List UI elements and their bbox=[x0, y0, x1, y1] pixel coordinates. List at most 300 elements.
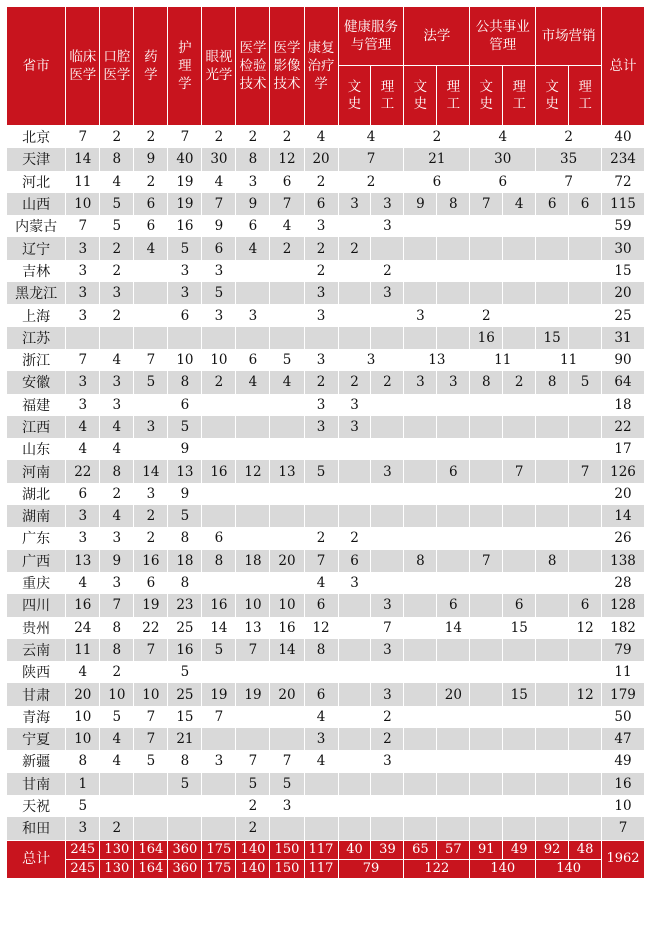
li-value-cell bbox=[503, 639, 536, 661]
province-cell: 江苏 bbox=[7, 327, 66, 349]
value-cell: 2 bbox=[236, 817, 270, 840]
value-cell: 5 bbox=[134, 371, 168, 393]
table-row bbox=[7, 349, 645, 371]
wen-value-cell bbox=[536, 773, 569, 795]
value-cell: 10 bbox=[66, 728, 100, 750]
value-cell: 16 bbox=[168, 639, 202, 661]
table-row bbox=[7, 282, 645, 304]
table-row bbox=[7, 505, 645, 527]
value-cell: 3 bbox=[66, 527, 100, 549]
li-value-cell: 3 bbox=[371, 683, 404, 705]
wen-value-cell: 2 bbox=[338, 371, 371, 393]
li-value-cell bbox=[569, 260, 602, 282]
row-total-cell: 138 bbox=[602, 550, 645, 572]
value-cell: 20 bbox=[270, 683, 304, 705]
wen-value-cell bbox=[338, 260, 371, 282]
value-cell: 5 bbox=[134, 750, 168, 772]
wen-value-cell bbox=[338, 773, 371, 795]
row-total-cell: 25 bbox=[602, 304, 645, 326]
value-cell bbox=[304, 795, 338, 817]
value-cell: 10 bbox=[202, 349, 236, 371]
value-cell: 2 bbox=[202, 371, 236, 393]
value-cell: 3 bbox=[66, 394, 100, 416]
wen-value-cell bbox=[404, 416, 437, 438]
row-total-cell: 126 bbox=[602, 460, 645, 482]
header-major-kouqiang: 口腔医学 bbox=[100, 7, 134, 126]
value-cell: 3 bbox=[66, 371, 100, 393]
wen-value-cell bbox=[470, 237, 503, 259]
wen-value-cell bbox=[536, 683, 569, 705]
li-value-cell bbox=[569, 416, 602, 438]
wen-value-cell bbox=[536, 572, 569, 594]
value-cell: 7 bbox=[236, 750, 270, 772]
table-row bbox=[7, 371, 645, 393]
wen-value-cell bbox=[338, 483, 371, 505]
row-total-cell: 64 bbox=[602, 371, 645, 393]
row-total-cell: 234 bbox=[602, 148, 645, 170]
li-value-cell: 6 bbox=[569, 193, 602, 215]
li-value-cell bbox=[437, 639, 470, 661]
wen-value-cell: 8 bbox=[404, 550, 437, 572]
footer-sum-cell: 65 bbox=[404, 840, 437, 859]
province-cell: 江西 bbox=[7, 416, 66, 438]
row-total-cell: 11 bbox=[602, 661, 645, 683]
value-cell: 14 bbox=[66, 148, 100, 170]
wen-value-cell bbox=[404, 260, 437, 282]
value-cell bbox=[100, 795, 134, 817]
li-value-cell bbox=[569, 795, 602, 817]
row-total-cell: 179 bbox=[602, 683, 645, 705]
value-cell: 8 bbox=[236, 148, 270, 170]
wen-value-cell: 9 bbox=[404, 193, 437, 215]
value-cell bbox=[202, 438, 236, 460]
wen-value-cell: 16 bbox=[470, 327, 503, 349]
wen-value-cell bbox=[404, 594, 437, 616]
table-row bbox=[7, 148, 645, 170]
value-cell bbox=[202, 795, 236, 817]
province-cell: 青海 bbox=[7, 706, 66, 728]
row-total-cell: 20 bbox=[602, 483, 645, 505]
wen-value-cell bbox=[338, 728, 371, 750]
li-value-cell bbox=[371, 327, 404, 349]
value-cell: 20 bbox=[270, 550, 304, 572]
row-total-cell: 72 bbox=[602, 171, 645, 193]
value-cell bbox=[134, 327, 168, 349]
li-value-cell: 3 bbox=[371, 282, 404, 304]
value-cell: 30 bbox=[202, 148, 236, 170]
value-cell bbox=[134, 661, 168, 683]
value-cell: 3 bbox=[66, 817, 100, 840]
value-cell: 2 bbox=[304, 171, 338, 193]
footer-sum-cell: 360 bbox=[168, 840, 202, 859]
li-value-cell bbox=[371, 795, 404, 817]
value-cell: 16 bbox=[270, 617, 304, 639]
li-value-cell: 4 bbox=[503, 193, 536, 215]
province-cell: 辽宁 bbox=[7, 237, 66, 259]
province-cell: 重庆 bbox=[7, 572, 66, 594]
row-total-cell: 22 bbox=[602, 416, 645, 438]
li-value-cell bbox=[371, 550, 404, 572]
value-cell: 3 bbox=[304, 394, 338, 416]
value-cell: 3 bbox=[100, 572, 134, 594]
value-cell: 3 bbox=[100, 394, 134, 416]
wen-value-cell bbox=[338, 817, 371, 840]
wen-value-cell bbox=[470, 773, 503, 795]
province-cell: 山东 bbox=[7, 438, 66, 460]
value-cell bbox=[304, 505, 338, 527]
li-value-cell bbox=[371, 661, 404, 683]
li-value-cell bbox=[503, 817, 536, 840]
header-li-gonggong: 理工 bbox=[503, 66, 536, 126]
value-cell: 7 bbox=[304, 550, 338, 572]
province-cell: 内蒙古 bbox=[7, 215, 66, 237]
wen-value-cell bbox=[470, 260, 503, 282]
li-value-cell bbox=[503, 550, 536, 572]
value-cell bbox=[202, 572, 236, 594]
li-value-cell bbox=[437, 795, 470, 817]
value-cell: 19 bbox=[236, 683, 270, 705]
header-major-shichang: 市场营销 bbox=[536, 7, 602, 66]
li-value-cell: 6 bbox=[569, 594, 602, 616]
li-value-cell bbox=[569, 639, 602, 661]
row-total-cell: 16 bbox=[602, 773, 645, 795]
li-value-cell: 7 bbox=[569, 460, 602, 482]
footer-sum-cell: 150 bbox=[270, 859, 304, 878]
li-value-cell bbox=[437, 416, 470, 438]
footer-sum-cell: 130 bbox=[100, 859, 134, 878]
value-cell: 21 bbox=[168, 728, 202, 750]
province-cell: 河北 bbox=[7, 171, 66, 193]
value-cell: 5 bbox=[100, 706, 134, 728]
value-cell: 3 bbox=[304, 282, 338, 304]
li-value-cell: 5 bbox=[569, 371, 602, 393]
value-cell: 3 bbox=[202, 750, 236, 772]
footer-sum-cell: 40 bbox=[338, 840, 371, 859]
value-cell: 3 bbox=[66, 505, 100, 527]
value-cell bbox=[236, 661, 270, 683]
wen-value-cell bbox=[536, 527, 569, 549]
li-value-cell bbox=[569, 550, 602, 572]
merged-value-cell: 4 bbox=[470, 126, 536, 149]
value-cell: 8 bbox=[100, 617, 134, 639]
value-cell bbox=[270, 416, 304, 438]
table-header bbox=[7, 7, 645, 126]
value-cell: 8 bbox=[304, 639, 338, 661]
province-cell: 广西 bbox=[7, 550, 66, 572]
value-cell bbox=[134, 394, 168, 416]
value-cell bbox=[134, 773, 168, 795]
li-value-cell bbox=[569, 706, 602, 728]
wen-value-cell: 6 bbox=[536, 193, 569, 215]
value-cell: 3 bbox=[66, 304, 100, 326]
value-cell: 2 bbox=[134, 126, 168, 149]
li-value-cell bbox=[503, 237, 536, 259]
footer-sum-cell: 164 bbox=[134, 840, 168, 859]
value-cell bbox=[202, 728, 236, 750]
li-value-cell bbox=[503, 795, 536, 817]
li-value-cell: 3 bbox=[437, 371, 470, 393]
wen-value-cell bbox=[404, 237, 437, 259]
li-value-cell: 3 bbox=[371, 460, 404, 482]
table-row bbox=[7, 327, 645, 349]
wen-value-cell bbox=[536, 438, 569, 460]
li-value-cell bbox=[503, 572, 536, 594]
value-cell: 4 bbox=[236, 371, 270, 393]
value-cell: 1 bbox=[66, 773, 100, 795]
row-total-cell: 90 bbox=[602, 349, 645, 371]
li-value-cell: 6 bbox=[503, 594, 536, 616]
value-cell: 2 bbox=[270, 237, 304, 259]
li-value-cell bbox=[569, 282, 602, 304]
value-cell bbox=[134, 795, 168, 817]
wen-value-cell bbox=[536, 817, 569, 840]
table-row bbox=[7, 171, 645, 193]
wen-value-cell bbox=[536, 728, 569, 750]
value-cell: 2 bbox=[236, 126, 270, 149]
li-value-cell bbox=[371, 304, 404, 326]
value-cell: 6 bbox=[304, 683, 338, 705]
wen-value-cell bbox=[536, 260, 569, 282]
value-cell: 5 bbox=[66, 795, 100, 817]
merged-value-cell: 7 bbox=[536, 171, 602, 193]
table-row bbox=[7, 773, 645, 795]
wen-value-cell bbox=[536, 706, 569, 728]
header-major-kangfu: 康复治疗学 bbox=[304, 7, 338, 126]
value-cell: 5 bbox=[202, 639, 236, 661]
value-cell: 2 bbox=[100, 237, 134, 259]
table-row bbox=[7, 706, 645, 728]
wen-value-cell bbox=[536, 215, 569, 237]
wen-value-cell bbox=[536, 394, 569, 416]
wen-value-cell: 2 bbox=[338, 237, 371, 259]
value-cell: 6 bbox=[134, 215, 168, 237]
table-row bbox=[7, 260, 645, 282]
value-cell: 6 bbox=[202, 237, 236, 259]
wen-value-cell bbox=[338, 505, 371, 527]
footer-sum-cell: 130 bbox=[100, 840, 134, 859]
province-cell: 甘肃 bbox=[7, 683, 66, 705]
value-cell: 5 bbox=[236, 773, 270, 795]
value-cell: 9 bbox=[134, 148, 168, 170]
footer-sum-cell: 91 bbox=[470, 840, 503, 859]
value-cell: 8 bbox=[202, 550, 236, 572]
header-li-faxue: 理工 bbox=[437, 66, 470, 126]
wen-value-cell bbox=[404, 394, 437, 416]
value-cell: 4 bbox=[100, 438, 134, 460]
value-cell: 3 bbox=[304, 728, 338, 750]
wen-value-cell bbox=[404, 327, 437, 349]
value-cell: 19 bbox=[202, 683, 236, 705]
li-value-cell: 3 bbox=[371, 594, 404, 616]
footer-split-total: 79 bbox=[338, 859, 404, 878]
table-row bbox=[7, 438, 645, 460]
value-cell: 19 bbox=[134, 594, 168, 616]
li-value-cell: 15 bbox=[503, 617, 536, 639]
li-value-cell bbox=[371, 572, 404, 594]
value-cell: 3 bbox=[134, 416, 168, 438]
li-value-cell bbox=[503, 304, 536, 326]
value-cell: 6 bbox=[304, 193, 338, 215]
province-cell: 北京 bbox=[7, 126, 66, 149]
value-cell bbox=[134, 304, 168, 326]
value-cell bbox=[236, 394, 270, 416]
li-value-cell bbox=[437, 661, 470, 683]
li-value-cell bbox=[437, 327, 470, 349]
wen-value-cell: 6 bbox=[338, 550, 371, 572]
wen-value-cell bbox=[338, 438, 371, 460]
value-cell: 5 bbox=[168, 416, 202, 438]
value-cell: 3 bbox=[134, 483, 168, 505]
value-cell: 16 bbox=[202, 460, 236, 482]
merged-value-cell: 13 bbox=[404, 349, 470, 371]
value-cell: 3 bbox=[66, 237, 100, 259]
value-cell: 7 bbox=[236, 639, 270, 661]
value-cell: 25 bbox=[168, 683, 202, 705]
footer-sum-cell: 117 bbox=[304, 859, 338, 878]
wen-value-cell bbox=[404, 773, 437, 795]
wen-value-cell: 2 bbox=[470, 304, 503, 326]
li-value-cell bbox=[503, 327, 536, 349]
value-cell: 3 bbox=[168, 260, 202, 282]
table-row bbox=[7, 304, 645, 326]
li-value-cell bbox=[569, 215, 602, 237]
value-cell: 16 bbox=[134, 550, 168, 572]
wen-value-cell bbox=[536, 750, 569, 772]
table-row bbox=[7, 215, 645, 237]
wen-value-cell bbox=[470, 617, 503, 639]
header-major-yaoxue: 药学 bbox=[134, 7, 168, 126]
value-cell: 19 bbox=[168, 193, 202, 215]
wen-value-cell bbox=[470, 505, 503, 527]
value-cell: 2 bbox=[304, 527, 338, 549]
li-value-cell: 15 bbox=[503, 683, 536, 705]
row-total-cell: 59 bbox=[602, 215, 645, 237]
value-cell bbox=[270, 394, 304, 416]
province-cell: 河南 bbox=[7, 460, 66, 482]
value-cell: 2 bbox=[100, 126, 134, 149]
value-cell bbox=[236, 527, 270, 549]
wen-value-cell bbox=[404, 661, 437, 683]
row-total-cell: 7 bbox=[602, 817, 645, 840]
value-cell: 4 bbox=[100, 505, 134, 527]
value-cell: 2 bbox=[236, 795, 270, 817]
li-value-cell bbox=[503, 706, 536, 728]
li-value-cell bbox=[569, 304, 602, 326]
value-cell: 3 bbox=[100, 527, 134, 549]
merged-value-cell: 35 bbox=[536, 148, 602, 170]
value-cell: 8 bbox=[168, 527, 202, 549]
value-cell: 2 bbox=[100, 260, 134, 282]
enrollment-plan-table bbox=[6, 6, 645, 879]
value-cell bbox=[202, 773, 236, 795]
province-cell: 湖南 bbox=[7, 505, 66, 527]
value-cell: 7 bbox=[168, 126, 202, 149]
li-value-cell bbox=[503, 661, 536, 683]
li-value-cell: 14 bbox=[437, 617, 470, 639]
table-row bbox=[7, 817, 645, 840]
value-cell bbox=[134, 817, 168, 840]
wen-value-cell bbox=[404, 572, 437, 594]
province-cell: 浙江 bbox=[7, 349, 66, 371]
value-cell: 3 bbox=[270, 795, 304, 817]
value-cell: 6 bbox=[202, 527, 236, 549]
value-cell bbox=[236, 505, 270, 527]
value-cell: 3 bbox=[66, 282, 100, 304]
province-cell: 和田 bbox=[7, 817, 66, 840]
footer-sum-cell: 164 bbox=[134, 859, 168, 878]
value-cell bbox=[270, 438, 304, 460]
li-value-cell bbox=[437, 260, 470, 282]
value-cell: 14 bbox=[202, 617, 236, 639]
province-cell: 湖北 bbox=[7, 483, 66, 505]
table-row bbox=[7, 617, 645, 639]
value-cell: 18 bbox=[168, 550, 202, 572]
province-cell: 吉林 bbox=[7, 260, 66, 282]
value-cell: 2 bbox=[134, 527, 168, 549]
value-cell: 2 bbox=[100, 661, 134, 683]
row-total-cell: 115 bbox=[602, 193, 645, 215]
wen-value-cell: 3 bbox=[338, 416, 371, 438]
value-cell: 3 bbox=[304, 416, 338, 438]
value-cell: 23 bbox=[168, 594, 202, 616]
li-value-cell bbox=[569, 572, 602, 594]
value-cell: 2 bbox=[270, 126, 304, 149]
table-row bbox=[7, 460, 645, 482]
li-value-cell: 2 bbox=[371, 260, 404, 282]
value-cell: 8 bbox=[168, 572, 202, 594]
value-cell bbox=[168, 327, 202, 349]
value-cell: 9 bbox=[168, 483, 202, 505]
wen-value-cell bbox=[338, 594, 371, 616]
value-cell: 9 bbox=[100, 550, 134, 572]
province-cell: 四川 bbox=[7, 594, 66, 616]
value-cell: 5 bbox=[100, 215, 134, 237]
wen-value-cell bbox=[470, 460, 503, 482]
value-cell: 10 bbox=[66, 706, 100, 728]
footer-sum-cell: 245 bbox=[66, 840, 100, 859]
header-major-yingxiang: 医学影像技术 bbox=[270, 7, 304, 126]
value-cell: 14 bbox=[270, 639, 304, 661]
li-value-cell: 3 bbox=[371, 215, 404, 237]
value-cell: 4 bbox=[100, 416, 134, 438]
li-value-cell: 6 bbox=[437, 594, 470, 616]
li-value-cell bbox=[437, 527, 470, 549]
value-cell: 10 bbox=[134, 683, 168, 705]
province-cell: 福建 bbox=[7, 394, 66, 416]
value-cell: 4 bbox=[270, 371, 304, 393]
wen-value-cell bbox=[404, 527, 437, 549]
wen-value-cell bbox=[404, 215, 437, 237]
table-row bbox=[7, 594, 645, 616]
value-cell bbox=[168, 817, 202, 840]
footer-sum-cell: 175 bbox=[202, 840, 236, 859]
table-row bbox=[7, 394, 645, 416]
value-cell bbox=[168, 795, 202, 817]
header-major-linchuang: 临床医学 bbox=[66, 7, 100, 126]
value-cell: 11 bbox=[66, 171, 100, 193]
li-value-cell bbox=[437, 706, 470, 728]
wen-value-cell bbox=[536, 483, 569, 505]
value-cell: 6 bbox=[168, 394, 202, 416]
value-cell: 4 bbox=[304, 572, 338, 594]
table-row bbox=[7, 527, 645, 549]
value-cell: 4 bbox=[304, 706, 338, 728]
li-value-cell bbox=[437, 237, 470, 259]
value-cell: 8 bbox=[66, 750, 100, 772]
value-cell: 2 bbox=[304, 237, 338, 259]
value-cell: 25 bbox=[168, 617, 202, 639]
header-total: 总计 bbox=[602, 7, 645, 126]
